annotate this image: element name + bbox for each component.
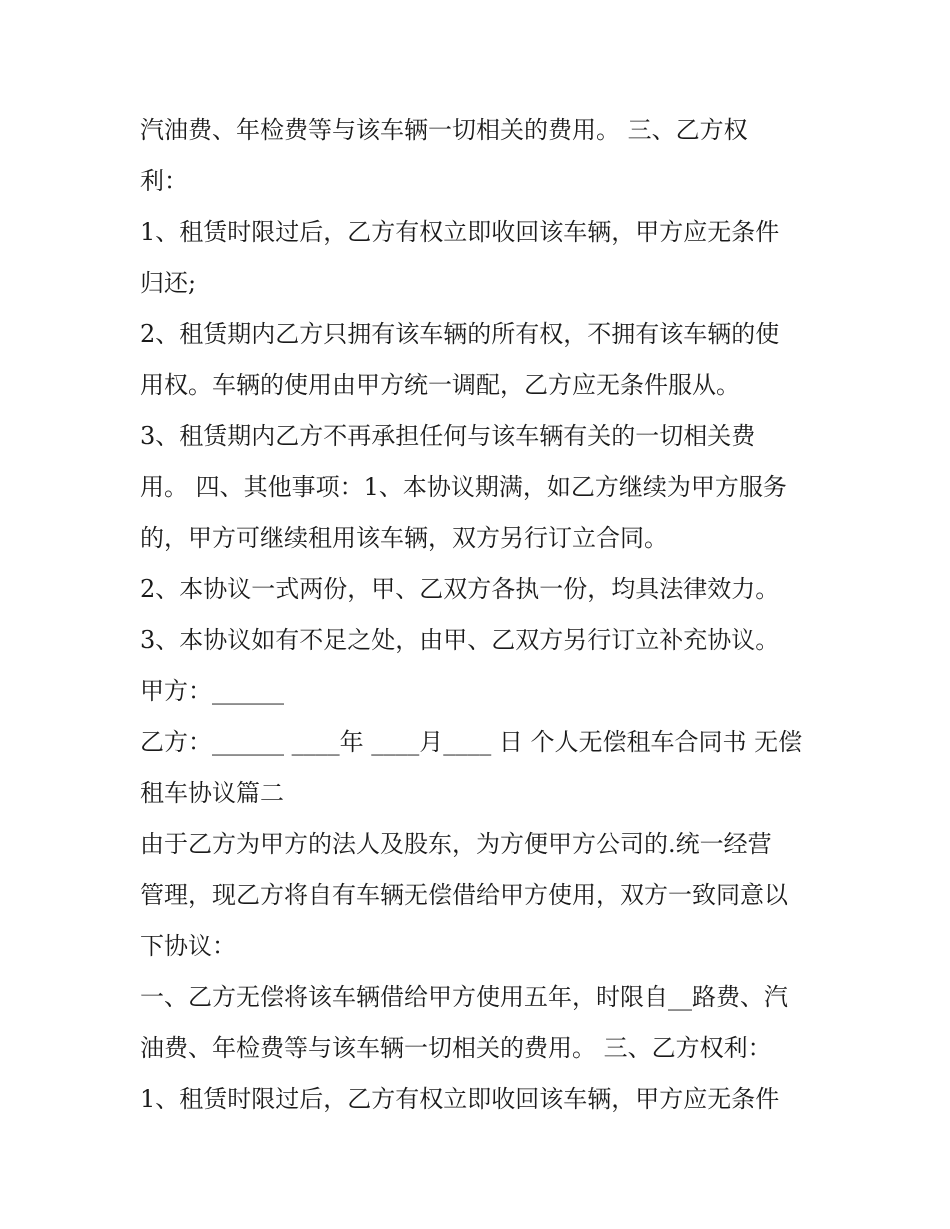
text-line: 利： xyxy=(140,167,188,195)
text-line: 下协议： xyxy=(140,932,236,960)
text-line: 油费、年检费等与该车辆一切相关的费用。 三、乙方权利： xyxy=(140,1034,772,1062)
section-heading: 租车协议篇二 xyxy=(140,779,284,807)
text-line: 2、租赁期内乙方只拥有该车辆的所有权，不拥有该车辆的使 xyxy=(140,320,780,348)
text-line: 由于乙方为甲方的法人及股东，为方便甲方公司的.统一经营 xyxy=(140,830,772,858)
text-line: 2、本协议一式两份，甲、乙双方各执一份，均具法律效力。 xyxy=(140,575,780,603)
text-line: 管理，现乙方将自有车辆无偿借给甲方使用，双方一致同意以 xyxy=(140,881,788,909)
text-line: 1、租赁时限过后，乙方有权立即收回该车辆，甲方应无条件 xyxy=(140,218,780,246)
text-line: 用权。车辆的使用由甲方统一调配，乙方应无条件服从。 xyxy=(140,371,740,399)
text-line: 的，甲方可继续租用该车辆，双方另行订立合同。 xyxy=(140,524,668,552)
text-line: 3、本协议如有不足之处，由甲、乙双方另行订立补充协议。 xyxy=(140,626,780,654)
text-line: 1、租赁时限过后，乙方有权立即收回该车辆，甲方应无条件 xyxy=(140,1085,780,1113)
text-line: 汽油费、年检费等与该车辆一切相关的费用。 三、乙方权 xyxy=(140,116,748,144)
text-line: 一、乙方无偿将该车辆借给甲方使用五年，时限自__路费、汽 xyxy=(140,983,788,1011)
text-line: 用。 四、其他事项：1、本协议期满，如乙方继续为甲方服务 xyxy=(140,473,787,501)
text-line: 归还; xyxy=(140,269,197,297)
signature-line-party-b: 乙方：______ ____年 ____月____ 日 个人无偿租车合同书 无偿 xyxy=(140,728,803,756)
text-line: 3、租赁期内乙方不再承担任何与该车辆有关的一切相关费 xyxy=(140,422,756,450)
signature-line-party-a: 甲方：______ xyxy=(140,677,284,705)
